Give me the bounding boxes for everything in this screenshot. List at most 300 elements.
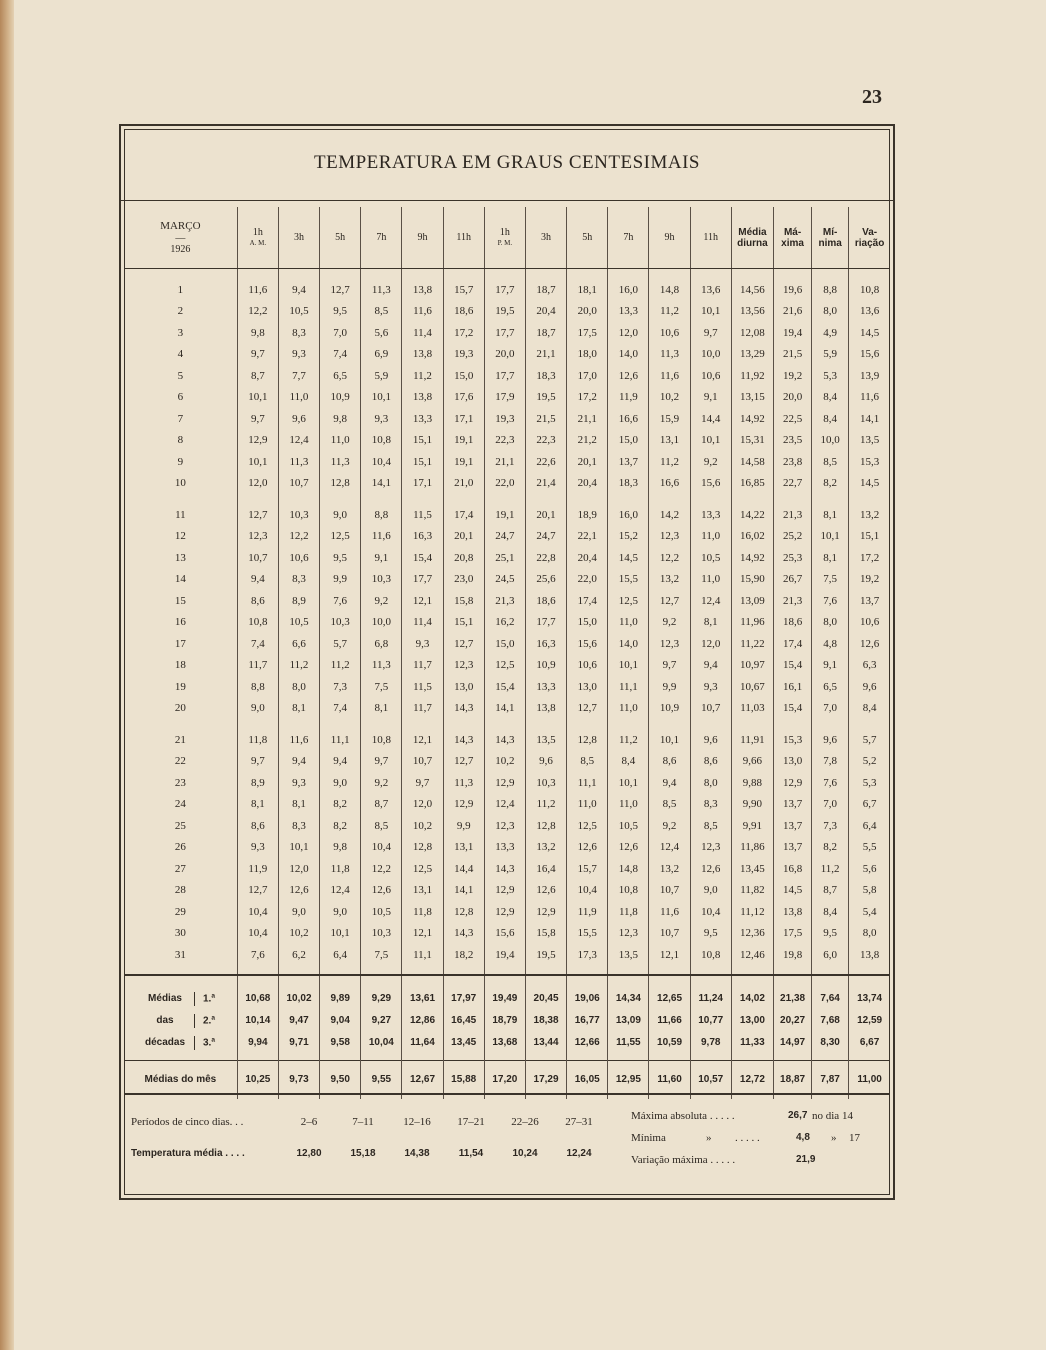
min-absolute-day-mark: » [831,1132,837,1144]
value-cell: 9,5 [812,923,849,945]
value-cell: 13,6 [849,301,890,323]
value-cell: 10,3 [525,772,566,794]
value-cell: 14,3 [443,923,484,945]
value-cell: 12,5 [608,590,649,612]
value-cell: 11,1 [567,772,608,794]
value-cell: 17,5 [567,322,608,344]
decade-value: 16,77 [567,1010,608,1032]
value-cell: 15,4 [774,655,812,677]
value-cell: 14,8 [649,269,690,301]
header-media-diurna [731,207,773,269]
value-cell: 10,3 [361,569,402,591]
value-cell: 10,9 [649,698,690,720]
value-cell: 11,0 [608,698,649,720]
value-cell: 9,7 [402,772,443,794]
day-cell: 9 [177,455,184,468]
value-cell: 10,3 [361,923,402,945]
value-cell: 6,6 [278,633,319,655]
header-pm: P. M. [497,238,513,247]
value-cell: 11,7 [402,698,443,720]
value-cell: 10,4 [361,451,402,473]
value-cell: 11,22 [731,633,773,655]
value-cell: 21,4 [525,473,566,495]
value-cell: 12,1 [402,719,443,751]
value-cell: 10,7 [649,880,690,902]
value-cell: 5,4 [849,901,890,923]
decade-value: 9,04 [320,1010,361,1032]
period-temp: 12,24 [566,1148,592,1159]
decade-value: 18,38 [525,1010,566,1032]
value-cell: 8,0 [812,612,849,634]
value-cell: 6,4 [849,815,890,837]
table-row [124,794,890,816]
value-cell: 8,2 [812,837,849,859]
value-cell: 13,1 [443,837,484,859]
value-cell: 14,1 [443,880,484,902]
value-cell: 10,1 [278,837,319,859]
value-cell: 12,3 [649,526,690,548]
value-cell: 10,2 [649,387,690,409]
value-cell: 13,7 [774,837,812,859]
value-cell: 8,1 [237,794,278,816]
value-cell: 15,4 [484,676,525,698]
value-cell: 8,2 [320,794,361,816]
value-cell: 16,0 [608,269,649,301]
decade-value: 9,29 [361,975,402,1010]
decade-value: 10,68 [237,975,278,1010]
table-row [124,590,890,612]
value-cell: 6,0 [812,944,849,975]
value-cell: 12,4 [320,880,361,902]
decade-value: 12,59 [849,1010,890,1032]
decade-value: 20,45 [525,975,566,1010]
value-cell: 10,4 [361,837,402,859]
value-cell: 9,91 [731,815,773,837]
value-cell: 9,90 [731,794,773,816]
value-cell: 9,3 [278,772,319,794]
value-cell: 15,9 [649,408,690,430]
value-cell: 19,2 [849,569,890,591]
table-row [124,837,890,859]
value-cell: 15,5 [567,923,608,945]
value-cell: 7,7 [278,365,319,387]
value-cell: 13,2 [649,858,690,880]
decade-value: 7,64 [812,975,849,1010]
value-cell: 8,1 [361,698,402,720]
value-cell: 10,0 [361,612,402,634]
value-cell: 5,6 [361,322,402,344]
period-range: 22–26 [511,1116,539,1128]
value-cell: 4,9 [812,322,849,344]
decade-value: 13,61 [402,975,443,1010]
value-cell: 10,1 [361,387,402,409]
month-mean-label: Médias do mês [124,1060,237,1099]
value-cell: 12,8 [567,719,608,751]
brace-mark [194,1036,201,1050]
value-cell: 21,1 [567,408,608,430]
value-cell: 7,3 [320,676,361,698]
value-cell: 13,5 [608,944,649,975]
day-cell: 16 [174,616,186,629]
value-cell: 8,1 [812,547,849,569]
value-cell: 18,6 [525,590,566,612]
value-cell: 12,4 [649,837,690,859]
value-cell: 10,6 [278,547,319,569]
day-cell: 10 [174,477,186,490]
value-cell: 9,4 [649,772,690,794]
value-cell: 14,5 [774,880,812,902]
table-row [124,451,890,473]
value-cell: 10,7 [690,698,731,720]
table-title: TEMPERATURA EM GRAUS CENTESIMAIS [313,152,700,173]
decade-ordinal: 2.ª [203,1015,216,1027]
value-cell: 5,7 [849,719,890,751]
value-cell: 7,5 [361,676,402,698]
day-cell: 27 [174,862,186,875]
header-media-line1: Média [738,226,767,238]
value-cell: 12,4 [484,794,525,816]
decade-value: 13,74 [849,975,890,1010]
value-cell: 11,2 [525,794,566,816]
value-cell: 11,2 [608,719,649,751]
value-cell: 13,8 [402,387,443,409]
decade-value: 9,94 [237,1032,278,1061]
value-cell: 11,0 [278,387,319,409]
value-cell: 11,2 [649,451,690,473]
value-cell: 8,5 [361,301,402,323]
value-cell: 12,2 [649,547,690,569]
value-cell: 10,7 [649,923,690,945]
value-cell: 21,0 [443,473,484,495]
value-cell: 11,3 [361,269,402,301]
header-maxima-line2: xima [781,237,804,249]
value-cell: 25,6 [525,569,566,591]
decade-value: 19,06 [567,975,608,1010]
value-cell: 9,9 [443,815,484,837]
header-variacao-line2: riação [854,237,885,249]
value-cell: 8,6 [237,590,278,612]
decade-value: 13,45 [443,1032,484,1061]
value-cell: 17,4 [443,494,484,526]
value-cell: 14,58 [731,451,773,473]
table-row [124,944,890,975]
value-cell: 21,5 [774,344,812,366]
value-cell: 5,8 [849,880,890,902]
value-cell: 9,2 [690,451,731,473]
value-cell: 13,7 [608,451,649,473]
value-cell: 8,8 [237,676,278,698]
value-cell: 5,3 [849,772,890,794]
month-mean-value: 12,95 [608,1060,649,1099]
value-cell: 10,4 [567,880,608,902]
value-cell: 12,46 [731,944,773,975]
value-cell: 11,4 [402,612,443,634]
value-cell: 12,4 [690,590,731,612]
header-year: 1926 [170,244,191,255]
day-cell: 19 [174,680,186,693]
value-cell: 24,7 [484,526,525,548]
header-maxima [774,207,812,269]
header-1am-hour: 1h [252,226,263,238]
value-cell: 12,4 [278,430,319,452]
decade-label-text: das [156,1015,174,1027]
value-cell: 10,7 [237,547,278,569]
value-cell: 11,8 [237,719,278,751]
value-cell: 10,97 [731,655,773,677]
day-cell: 14 [174,573,186,586]
table-row [124,655,890,677]
table-row [124,901,890,923]
value-cell: 11,8 [402,901,443,923]
value-cell: 8,7 [237,365,278,387]
month-mean-value: 17,29 [525,1060,566,1099]
value-cell: 12,36 [731,923,773,945]
month-mean-value: 12,67 [402,1060,443,1099]
decade-value: 9,27 [361,1010,402,1032]
day-cell: 7 [177,412,184,425]
value-cell: 8,2 [812,473,849,495]
value-cell: 17,2 [567,387,608,409]
value-cell: 8,5 [567,751,608,773]
value-cell: 9,7 [361,751,402,773]
value-cell: 8,5 [812,451,849,473]
header-1pm-hour: 1h [499,226,510,238]
value-cell: 7,6 [237,944,278,975]
day-cell: 25 [174,819,186,832]
value-cell: 24,7 [525,526,566,548]
value-cell: 6,2 [278,944,319,975]
value-cell: 10,5 [361,901,402,923]
value-cell: 9,7 [237,344,278,366]
period-range: 12–16 [403,1116,431,1128]
month-mean-value: 10,57 [690,1060,731,1099]
period-temp: 14,38 [404,1148,430,1159]
decade-value: 13,44 [525,1032,566,1061]
value-cell: 10,1 [608,655,649,677]
value-cell: 12,0 [690,633,731,655]
value-cell: 13,3 [525,676,566,698]
value-cell: 9,2 [649,612,690,634]
decade-value: 20,27 [774,1010,812,1032]
value-cell: 12,6 [278,880,319,902]
value-cell: 11,0 [608,794,649,816]
value-cell: 8,0 [690,772,731,794]
value-cell: 13,0 [567,676,608,698]
value-cell: 17,4 [567,590,608,612]
header-1am [237,207,278,269]
variation-max-label: Variação máxima . . . . . [631,1154,736,1166]
value-cell: 10,1 [690,301,731,323]
value-cell: 11,3 [361,655,402,677]
value-cell: 14,1 [484,698,525,720]
table-body [124,269,890,1099]
value-cell: 18,6 [443,301,484,323]
value-cell: 16,1 [774,676,812,698]
value-cell: 8,4 [608,751,649,773]
value-cell: 9,3 [690,676,731,698]
value-cell: 9,1 [690,387,731,409]
value-cell: 8,1 [278,698,319,720]
value-cell: 15,2 [608,526,649,548]
value-cell: 12,6 [690,858,731,880]
decade-value: 10,02 [278,975,319,1010]
value-cell: 18,7 [525,322,566,344]
value-cell: 14,92 [731,547,773,569]
table-row [124,751,890,773]
value-cell: 12,7 [320,269,361,301]
value-cell: 24,5 [484,569,525,591]
value-cell: 8,1 [812,494,849,526]
value-cell: 17,6 [443,387,484,409]
value-cell: 18,0 [567,344,608,366]
value-cell: 7,8 [812,751,849,773]
day-cell: 28 [174,884,186,897]
value-cell: 14,0 [608,633,649,655]
value-cell: 18,3 [525,365,566,387]
table-row [124,344,890,366]
value-cell: 9,5 [320,301,361,323]
value-cell: 11,1 [320,719,361,751]
table-row [124,719,890,751]
decade-value: 9,71 [278,1032,319,1061]
value-cell: 16,02 [731,526,773,548]
value-cell: 14,3 [484,858,525,880]
value-cell: 8,8 [812,269,849,301]
value-cell: 14,22 [731,494,773,526]
value-cell: 6,8 [361,633,402,655]
value-cell: 10,6 [567,655,608,677]
value-cell: 12,9 [484,772,525,794]
value-cell: 11,82 [731,880,773,902]
value-cell: 9,0 [237,698,278,720]
value-cell: 14,5 [849,322,890,344]
title-separator [121,200,893,201]
table-row [124,569,890,591]
value-cell: 13,3 [690,494,731,526]
value-cell: 9,88 [731,772,773,794]
value-cell: 15,7 [443,269,484,301]
day-cell: 6 [177,391,184,404]
table-row [124,365,890,387]
value-cell: 9,3 [278,344,319,366]
value-cell: 23,5 [774,430,812,452]
value-cell: 11,03 [731,698,773,720]
value-cell: 13,7 [774,794,812,816]
value-cell: 13,1 [649,430,690,452]
value-cell: 10,0 [812,430,849,452]
value-cell: 21,1 [484,451,525,473]
value-cell: 6,7 [849,794,890,816]
value-cell: 7,4 [237,633,278,655]
value-cell: 12,8 [443,901,484,923]
header-minima-line1: Mí- [822,226,838,238]
decade-value: 10,14 [237,1010,278,1032]
value-cell: 13,09 [731,590,773,612]
value-cell: 11,3 [320,451,361,473]
value-cell: 14,4 [443,858,484,880]
value-cell: 7,6 [812,772,849,794]
value-cell: 16,85 [731,473,773,495]
value-cell: 7,6 [812,590,849,612]
decade-value: 8,30 [812,1032,849,1061]
decade-mean-row [124,1032,890,1061]
value-cell: 15,0 [567,612,608,634]
value-cell: 11,2 [320,655,361,677]
value-cell: 10,5 [278,301,319,323]
value-cell: 11,6 [361,526,402,548]
value-cell: 19,1 [443,451,484,473]
day-cell: 29 [174,905,186,918]
value-cell: 9,4 [320,751,361,773]
header-5am: 5h [320,207,361,269]
value-cell: 14,3 [484,719,525,751]
value-cell: 12,8 [402,837,443,859]
value-cell: 12,1 [402,590,443,612]
value-cell: 13,7 [849,590,890,612]
value-cell: 11,6 [649,901,690,923]
value-cell: 8,4 [849,698,890,720]
value-cell: 11,6 [849,387,890,409]
decade-value: 9,89 [320,975,361,1010]
value-cell: 22,3 [484,430,525,452]
table-row [124,430,890,452]
header-5pm: 5h [567,207,608,269]
period-range: 17–21 [457,1116,485,1128]
value-cell: 8,0 [812,301,849,323]
value-cell: 12,3 [690,837,731,859]
value-cell: 9,6 [812,719,849,751]
day-cell: 24 [174,798,186,811]
month-mean-value: 16,05 [567,1060,608,1099]
value-cell: 20,1 [525,494,566,526]
value-cell: 12,6 [567,837,608,859]
decade-ordinal: 1.ª [203,993,216,1005]
value-cell: 10,7 [402,751,443,773]
value-cell: 13,0 [443,676,484,698]
table-row [124,815,890,837]
month-mean-value: 17,20 [484,1060,525,1099]
value-cell: 15,1 [402,430,443,452]
value-cell: 9,3 [402,633,443,655]
value-cell: 8,2 [320,815,361,837]
value-cell: 8,7 [812,880,849,902]
value-cell: 12,9 [237,430,278,452]
value-cell: 9,6 [278,408,319,430]
header-3pm: 3h [525,207,566,269]
value-cell: 9,6 [849,676,890,698]
value-cell: 15,1 [443,612,484,634]
value-cell: 16,4 [525,858,566,880]
decade-label [124,1032,237,1061]
value-cell: 17,3 [567,944,608,975]
day-cell: 31 [174,948,186,961]
value-cell: 21,3 [774,590,812,612]
value-cell: 11,6 [278,719,319,751]
value-cell: 22,0 [484,473,525,495]
decade-value: 6,67 [849,1032,890,1061]
value-cell: 10,6 [690,365,731,387]
value-cell: 9,1 [361,547,402,569]
day-cell: 17 [174,637,186,650]
value-cell: 5,5 [849,837,890,859]
value-cell: 12,5 [567,815,608,837]
value-cell: 11,96 [731,612,773,634]
value-cell: 8,5 [649,794,690,816]
header-variacao-line1: Va- [862,226,878,238]
decade-value: 9,47 [278,1010,319,1032]
value-cell: 8,6 [690,751,731,773]
value-cell: 8,4 [812,901,849,923]
